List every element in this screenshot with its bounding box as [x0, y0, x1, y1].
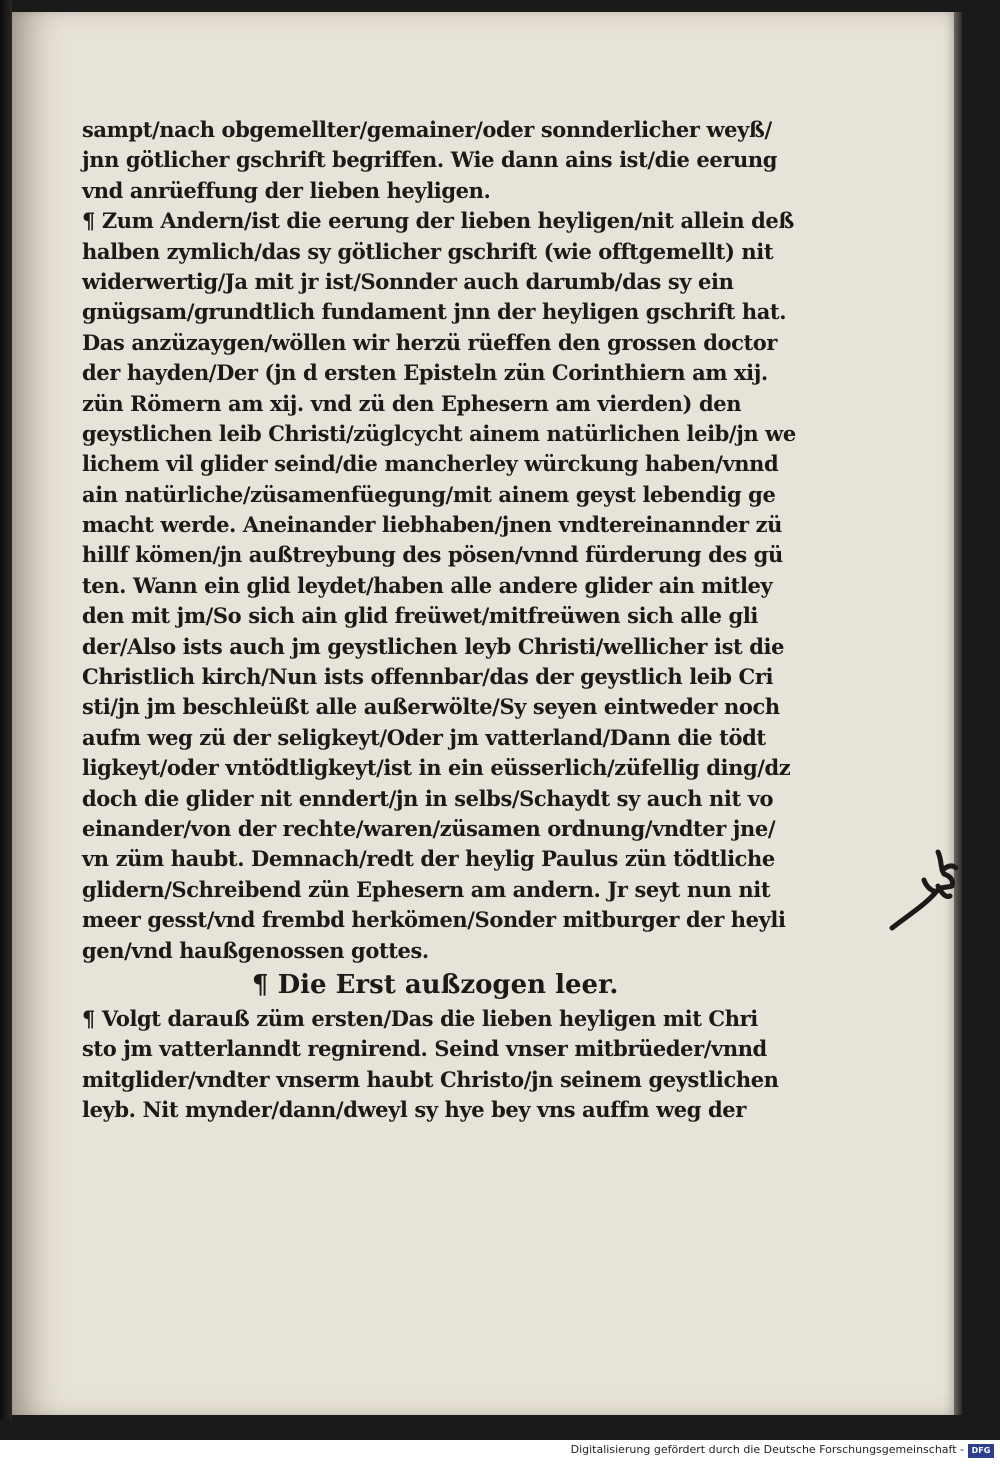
text-line: hillf kömen/jn außtreybung des pösen/vnnd fürderung des gü — [82, 542, 783, 568]
text-line: aufm weg zü der seligkeyt/Oder jm vatterland/Dann die tödt — [82, 724, 766, 750]
text-line: vnd anrüeffung der lieben heyligen. — [82, 177, 491, 203]
text-line: ¶ Volgt darauß züm ersten/Das die lieben heyligen mit Chri — [82, 1005, 758, 1031]
page-text — [82, 115, 812, 1126]
footer-bar — [0, 1440, 1000, 1464]
section-heading: ¶ Die Erst außzogen leer. — [252, 969, 619, 1000]
text-line: der/Also ists auch jm geystlichen leyb Christi/wellicher ist die — [82, 633, 785, 659]
text-line: ligkeyt/oder vntödtligkeyt/ist in ein eüsserlich/züfellig ding/dz — [82, 755, 791, 781]
text-line: vn züm haubt. Demnach/redt der heylig Paulus zün tödtliche — [82, 846, 775, 872]
text-line: geystlichen leib Christi/züglcycht ainem natürlichen leib/jn we — [82, 420, 796, 446]
funding-notice: Digitalisierung gefördert durch die Deutsche Forschungsgemeinschaft - — [570, 1443, 964, 1456]
text-line: zün Römern am xij. vnd zü den Ephesern am vierden) den — [82, 390, 742, 416]
text-line: einander/von der rechte/waren/züsamen ordnung/vndter jne/ — [82, 815, 776, 841]
text-line: den mit jm/So sich ain glid freüwet/mitfreüwen sich alle gli — [82, 603, 758, 629]
ink-flourish-mark — [880, 846, 960, 936]
text-line: Das anzüzaygen/wöllen wir herzü rüeffen den grossen doctor — [82, 329, 778, 355]
page-edge-shadow — [954, 12, 962, 1415]
text-line: der hayden/Der (jn d ersten Episteln zün Corinthiern am xij. — [82, 360, 768, 386]
book-edge — [0, 0, 12, 1420]
text-line: ten. Wann ein glid leydet/haben alle andere glider ain mitley — [82, 572, 773, 598]
dfg-logo[interactable]: DFG — [968, 1444, 994, 1458]
text-line: gen/vnd haußgenossen gottes. — [82, 937, 429, 963]
text-line: doch die glider nit enndert/jn in selbs/Schaydt sy auch nit vo — [82, 785, 774, 811]
text-line: mitglider/vndter vnserm haubt Christo/jn seinem geystlichen — [82, 1066, 779, 1092]
text-line: sti/jn jm beschleüßt alle außerwölte/Sy seyen eintweder noch — [82, 694, 780, 720]
text-line: ¶ Zum Andern/ist die eerung der lieben heyligen/nit allein deß — [82, 208, 794, 234]
text-line: meer gesst/vnd frembd herkömen/Sonder mitburger der heyli — [82, 907, 786, 933]
text-line: lichem vil glider seind/die mancherley würckung haben/vnnd — [82, 451, 779, 477]
book-page — [12, 12, 954, 1415]
text-line: glidern/Schreibend zün Ephesern am andern. Jr seyt nun nit — [82, 876, 771, 902]
text-line: halben zymlich/das sy götlicher gschrift (wie offtgemellt) nit — [82, 238, 774, 264]
text-line: jnn götlicher gschrift begriffen. Wie dann ains ist/die eerung — [82, 147, 778, 173]
text-line: Christlich kirch/Nun ists offennbar/das der geystlich leib Cri — [82, 664, 774, 690]
text-line: sampt/nach obgemellter/gemainer/oder sonnderlicher weyß/ — [82, 117, 772, 142]
text-line: macht werde. Aneinander liebhaben/jnen vndtereinannder zü — [82, 512, 783, 538]
text-line: leyb. Nit mynder/dann/dweyl sy hye bey vns auffm weg der — [82, 1097, 746, 1123]
text-line: ain natürliche/züsamenfüegung/mit ainem geyst lebendig ge — [82, 481, 776, 507]
text-line: widerwertig/Ja mit jr ist/Sonnder auch darumb/das sy ein — [82, 268, 734, 294]
text-line: sto jm vatterlanndt regnirend. Seind vnser mitbrüeder/vnnd — [82, 1036, 767, 1062]
text-line: gnügsam/grundtlich fundament jnn der heyligen gschrift hat. — [82, 299, 787, 325]
